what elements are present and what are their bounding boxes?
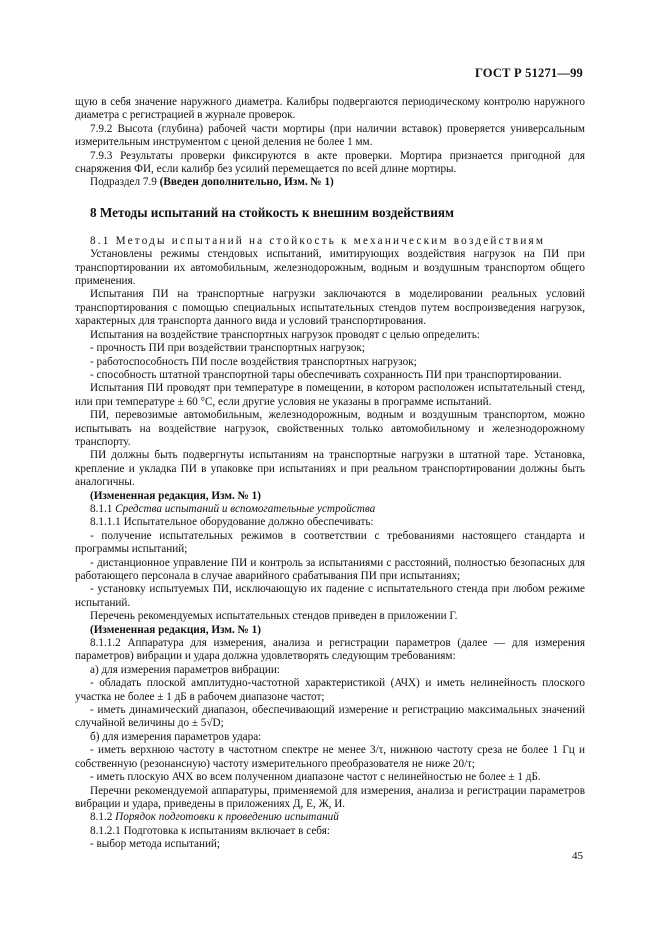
paragraph-text: - работоспособность ПИ после воздействия транспортных нагрузок;: [90, 355, 417, 368]
paragraph: [75, 96, 585, 123]
paragraph-text: - выбор метода испытаний;: [90, 838, 221, 851]
paragraph: [75, 731, 585, 744]
paragraph-text: - прочность ПИ при воздействии транспортных нагрузок;: [90, 342, 365, 355]
paragraph-text: - установку испытуемых ПИ, исключающую их падение с испытательного стенда при любом режиме испытаний.: [75, 583, 585, 609]
paragraph: [75, 329, 585, 342]
paragraph: [75, 637, 585, 664]
paragraph-text: 8 Методы испытаний на стойкость к внешним воздействиям: [90, 204, 454, 220]
paragraph-text: Испытания на воздействие транспортных нагрузок проводят с целью определить:: [90, 328, 480, 341]
paragraph: [75, 235, 585, 248]
paragraph: [75, 176, 585, 189]
paragraph-text: 8.1.1: [90, 502, 116, 515]
paragraph: [75, 409, 585, 449]
document-body: [75, 96, 585, 852]
paragraph-text: Установлены режимы стендовых испытаний, имитирующих воздействия нагрузок на ПИ при транспортировании их автомобильным, железнодорожным, водным и воздушным транспортом общего применения.: [75, 248, 585, 288]
paragraph-text: - иметь динамический диапазон, обеспечивающий измерение и регистрацию максимальных значений случайной величины до ± 5√D;: [75, 704, 585, 730]
paragraph-text: (Измененная редакция, Изм. № 1): [90, 489, 261, 502]
paragraph: [75, 704, 585, 731]
paragraph-text: Подраздел 7.9: [90, 176, 160, 189]
paragraph-text: Испытания ПИ на транспортные нагрузки заключаются в моделировании реальных условий транспортирования с помощью специальных испытательных стендов путем воспроизведения нагрузок, характерных для транспорта данного вида и условий транспортирования.: [75, 288, 585, 328]
paragraph: [75, 530, 585, 557]
paragraph-text: ПИ, перевозимые автомобильным, железнодорожным, водным и воздушным транспортом, можно испытывать на воздействие нагрузок, свойственных только автомобильному и железнодорожному транспорту.: [75, 409, 585, 448]
paragraph: [75, 123, 585, 150]
page-header: ГОСТ Р 51271—99: [474, 66, 583, 80]
section-heading: [75, 205, 585, 221]
paragraph: [75, 150, 585, 177]
paragraph-text: 8.1.2.1 Подготовка к испытаниям включает в себя:: [90, 824, 330, 837]
paragraph-text: 7.9.3 Результаты проверки фиксируются в акте проверки. Мортира признается пригодной для снаряжения ФИ, если калибр без усилий перемещается по всей длине мортиры.: [75, 149, 585, 176]
paragraph-text: 8.1.1.2 Аппаратура для измерения, анализа и регистрации параметров (далее — для измерения параметров) вибрации и удара должна удовлетворять следующим требованиям:: [75, 637, 585, 663]
paragraph: [75, 557, 585, 584]
paragraph: [75, 811, 585, 824]
paragraph-text: Перечень рекомендуемых испытательных стендов приведен в приложении Г.: [90, 610, 458, 623]
paragraph: [75, 825, 585, 838]
paragraph-text: щую в себя значение наружного диаметра. Калибры подвергаются периодическому контролю наружного диаметра с регистрацией в журнале проверок.: [75, 96, 585, 122]
paragraph-text: ПИ должны быть подвергнуты испытаниям на транспортные нагрузки в штатной таре. Установка, крепление и укладка ПИ в упаковке при испытаниях и при реальном транспортировании должны быть аналогичны.: [75, 449, 585, 489]
paragraph-text: - обладать плоской амплитудно-частотной характеристикой (АЧХ) и иметь нелинейность плоского участка не более ± 1 дБ в рабочем диапазоне частот;: [75, 677, 585, 703]
paragraph: [75, 369, 585, 382]
paragraph: [75, 356, 585, 369]
paragraph-text: - способность штатной транспортной тары обеспечивать сохранность ПИ при транспортировании.: [90, 368, 562, 381]
paragraph-text: 7.9.2 Высота (глубина) рабочей части мортиры (при наличии вставок) проверяется универсальным измерительным инструментом с ценой деления не более 1 мм.: [75, 122, 585, 149]
paragraph: [75, 516, 585, 529]
paragraph: [75, 288, 585, 328]
paragraph: [75, 785, 585, 812]
page-number: 45: [572, 850, 583, 862]
paragraph: [75, 583, 585, 610]
paragraph: [75, 610, 585, 623]
paragraph: [75, 771, 585, 784]
paragraph-text: - получение испытательных режимов в соответствии с требованиями настоящего стандарта и программы испытаний;: [75, 529, 585, 556]
paragraph-text: 8.1 Методы испытаний на стойкость к механическим воздействиям: [90, 234, 546, 247]
paragraph: [75, 449, 585, 489]
paragraph: [75, 677, 585, 704]
paragraph-text: (Измененная редакция, Изм. № 1): [90, 623, 261, 636]
paragraph: [75, 838, 585, 851]
paragraph-text: 8.1.2: [90, 811, 116, 824]
paragraph-text: б) для измерения параметров удара:: [90, 730, 262, 743]
subsection-title: Порядок подготовки к проведению испытаний: [115, 811, 339, 824]
paragraph-text: - иметь верхнюю частоту в частотном спектре не менее 3/τ, нижнюю частоту среза не более 1 Гц и собственную (резонансную) частоту измерительного преобразователя не ниже 20/τ;: [75, 744, 585, 770]
paragraph: [75, 664, 585, 677]
paragraph-text: а) для измерения параметров вибрации:: [90, 663, 280, 676]
paragraph: [75, 744, 585, 771]
paragraph: [75, 503, 585, 516]
paragraph: [75, 490, 585, 503]
amendment-note: (Введен дополнительно, Изм. № 1): [159, 176, 334, 189]
paragraph: [75, 248, 585, 288]
paragraph: [75, 342, 585, 355]
paragraph-text: - иметь плоскую АЧХ во всем полученном диапазоне частот с нелинейностью не более ± 1 дБ.: [90, 771, 541, 784]
paragraph-text: Перечни рекомендуемой аппаратуры, применяемой для измерения, анализа и регистрации параметров вибрации и удара, приведены в приложениях Д, Е, Ж, И.: [75, 784, 585, 810]
subsection-title: Средства испытаний и вспомогательные устройства: [115, 502, 376, 515]
paragraph-text: - дистанционное управление ПИ и контроль за испытаниями с расстояний, полностью безопасных для работающего персонала в случае аварийного срабатывания ПИ при испытаниях;: [75, 556, 585, 582]
paragraph: [75, 382, 585, 409]
paragraph-text: Испытания ПИ проводят при температуре в помещении, в котором расположен испытательный стенд, или при температуре ± 60 °С, если другие условия не указаны в программе испытаний.: [75, 382, 585, 408]
paragraph-text: 8.1.1.1 Испытательное оборудование должно обеспечивать:: [90, 516, 374, 529]
paragraph: [75, 624, 585, 637]
